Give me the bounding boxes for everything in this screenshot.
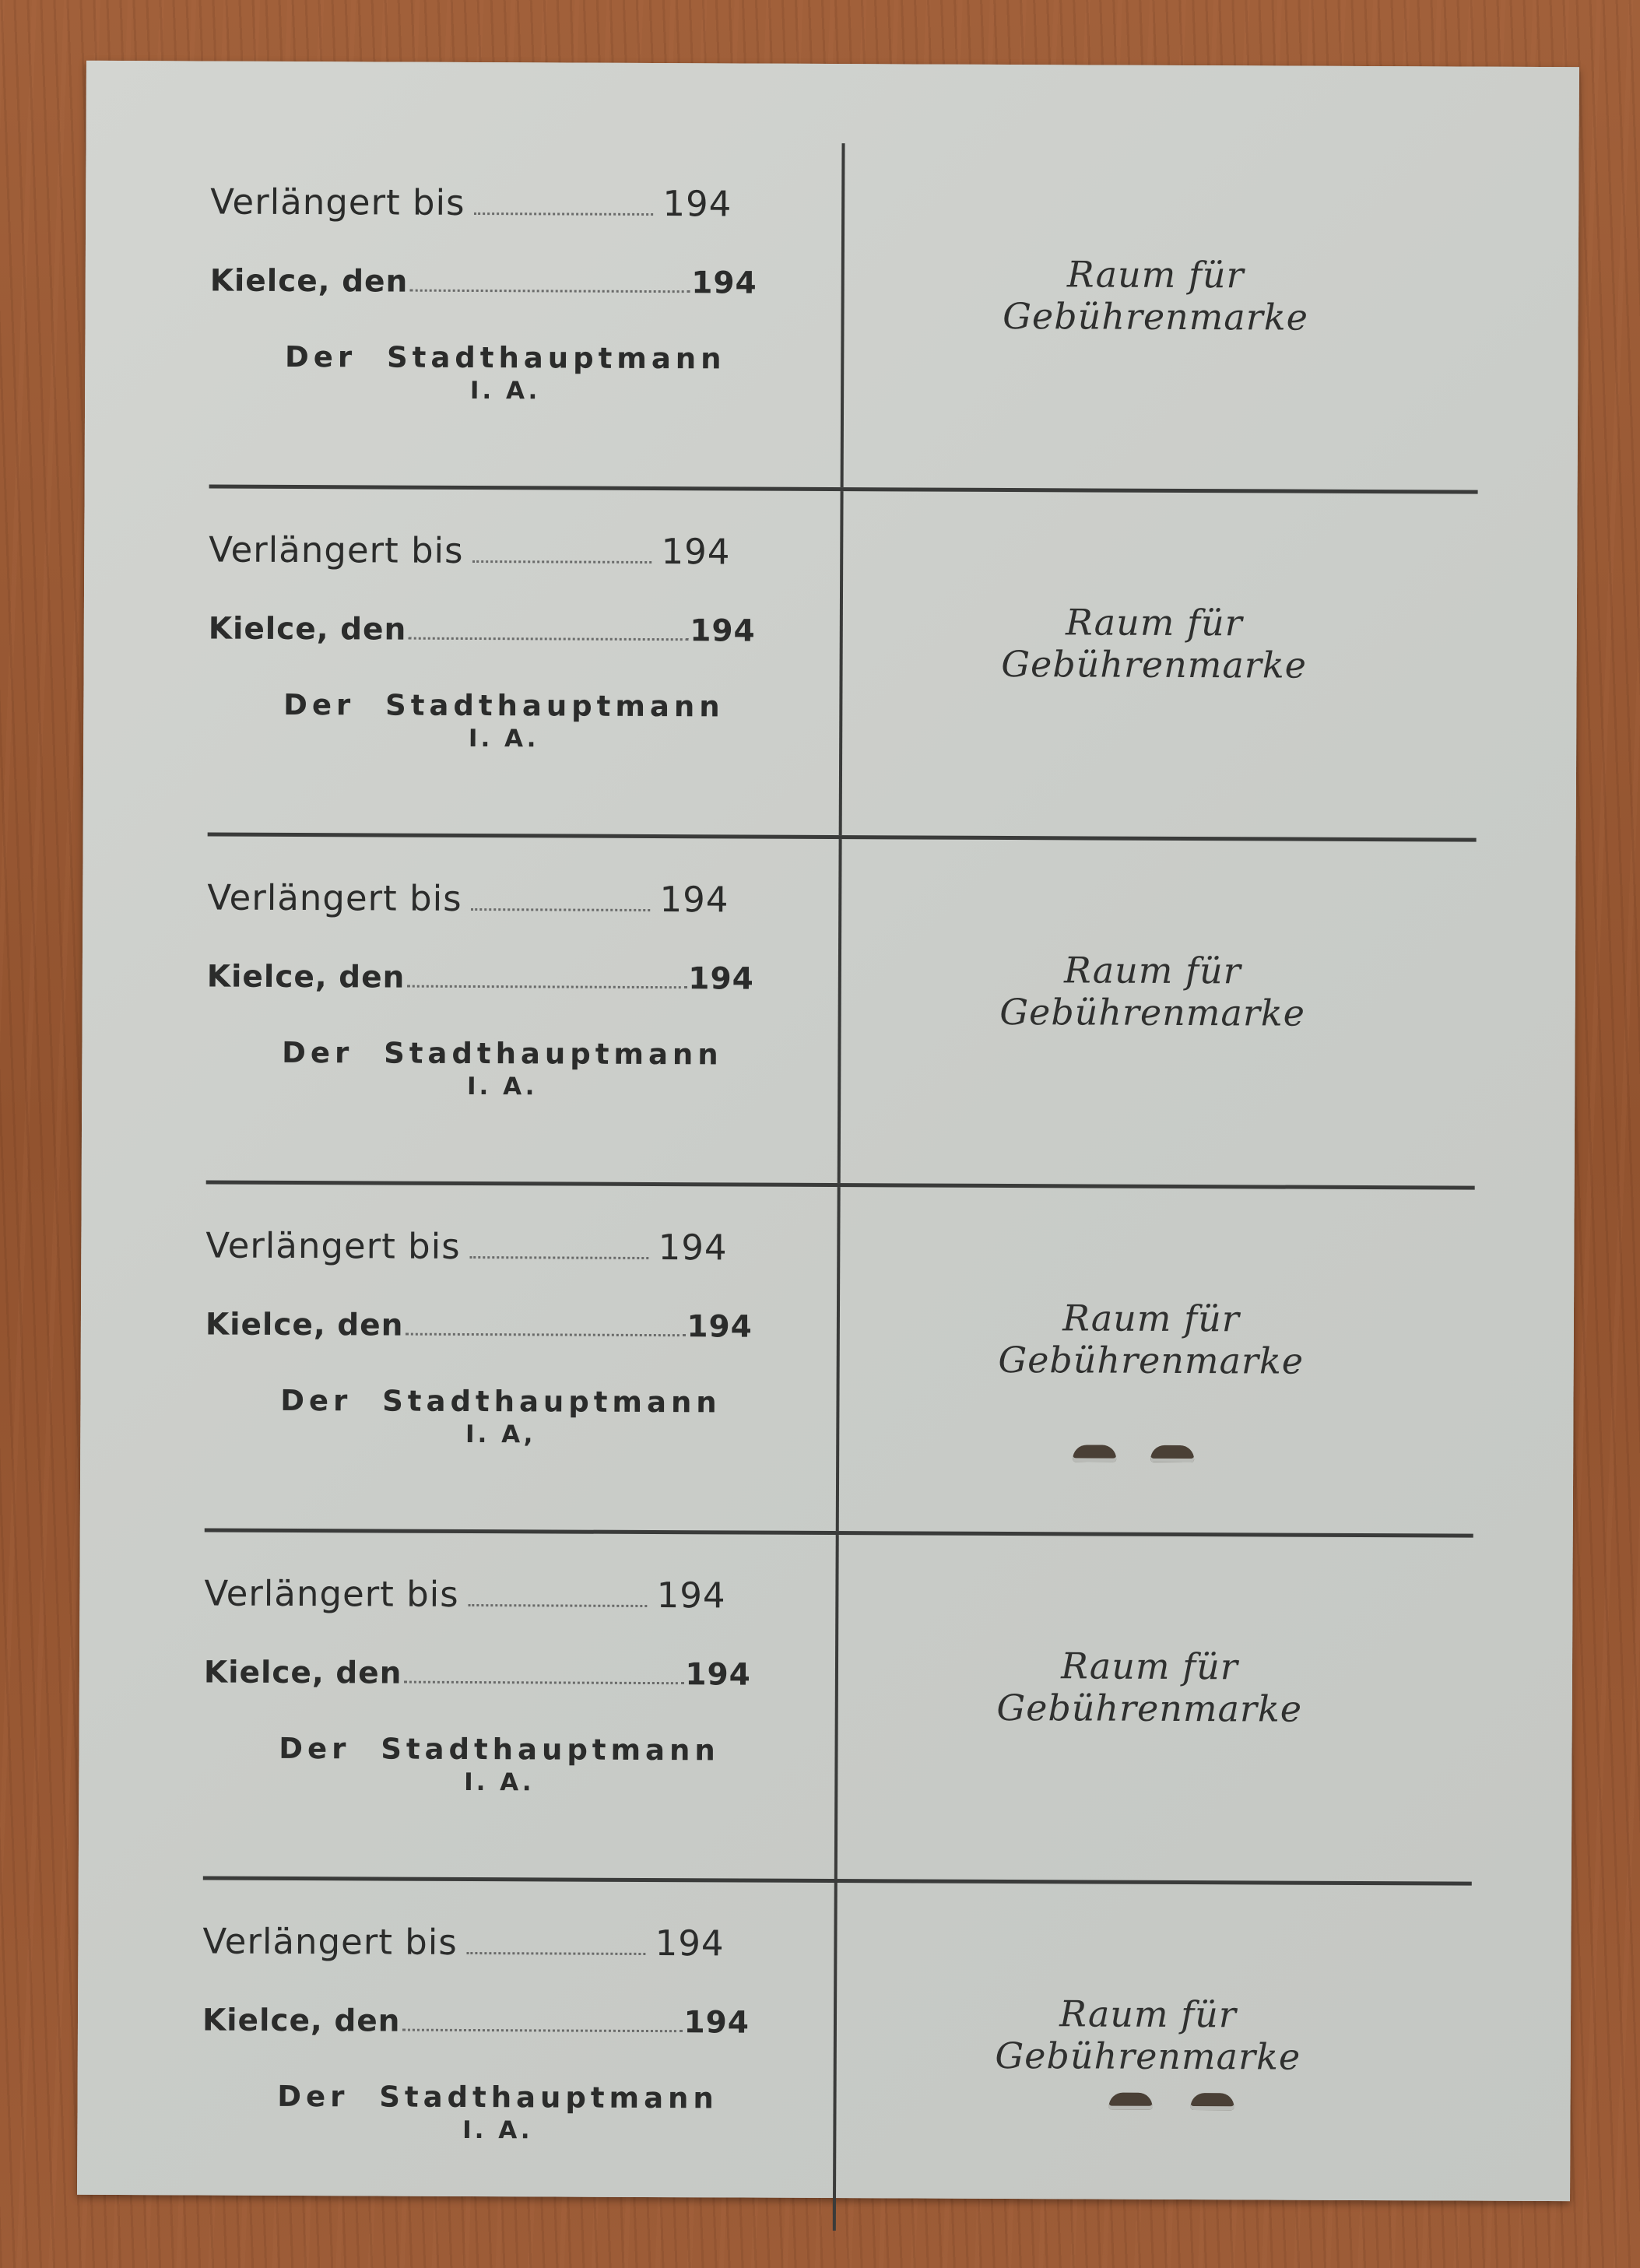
extension-grid	[202, 141, 1480, 2234]
fee-stamp-space	[838, 1535, 1473, 1882]
authority-title: Der Stadthauptmann	[285, 339, 726, 376]
dotted-fill-line	[405, 1333, 685, 1337]
authority-title: Der Stadthauptmann	[279, 1731, 720, 1768]
extension-row	[202, 1880, 1472, 2234]
fee-stamp-line2: Gebührenmarke	[995, 2034, 1301, 2078]
fee-stamp-line2: Gebührenmarke	[998, 1338, 1305, 1382]
place-year: 194	[690, 613, 756, 649]
fee-stamp-space	[841, 839, 1477, 1186]
place-date-line	[210, 264, 802, 301]
fee-stamp-label	[960, 253, 1350, 339]
authority-title: Der Stadthauptmann	[282, 1035, 723, 1072]
fee-stamp-label	[958, 949, 1347, 1034]
place-date-line	[207, 960, 799, 997]
extended-until-line	[204, 1573, 795, 1617]
place-label: Kielce, den	[208, 611, 407, 648]
fee-stamp-space	[836, 1883, 1472, 2234]
place-label: Kielce, den	[202, 2003, 401, 2039]
extended-year: 194	[658, 1227, 728, 1269]
fee-stamp-line2: Gebührenmarke	[1003, 294, 1308, 339]
extension-entry	[206, 837, 842, 1184]
place-year: 194	[683, 2005, 750, 2041]
place-year: 194	[687, 1309, 753, 1345]
fee-stamp-space	[844, 143, 1480, 490]
place-date-line	[205, 1308, 797, 1345]
extension-entry	[208, 489, 844, 836]
dotted-fill-line	[474, 212, 653, 216]
authority-title: Der Stadthauptmann	[283, 687, 725, 724]
place-date-line	[209, 612, 800, 649]
fee-stamp-space	[839, 1187, 1475, 1534]
dotted-fill-line	[402, 2029, 682, 2033]
authority-title: Der Stadthauptmann	[277, 2079, 718, 2115]
dotted-fill-line	[403, 1681, 683, 1685]
place-label: Kielce, den	[209, 263, 409, 300]
extended-label: Verlängert bis	[204, 1572, 459, 1615]
fee-stamp-label	[955, 1645, 1344, 1730]
extended-year: 194	[662, 183, 732, 225]
initials: I. A.	[462, 2115, 533, 2145]
staple-hole-icon	[1150, 1445, 1194, 1462]
dotted-fill-line	[467, 1952, 646, 1955]
initials: I. A,	[465, 1420, 536, 1449]
place-label: Kielce, den	[203, 1655, 402, 1691]
fee-stamp-line1: Raum für	[1062, 1297, 1240, 1340]
fee-stamp-label	[960, 601, 1349, 686]
initials: I. A.	[468, 724, 539, 753]
extension-entry	[209, 141, 845, 488]
extension-row	[209, 141, 1480, 494]
staple-hole-icon	[1073, 1445, 1116, 1462]
staple-hole-icon	[1191, 2093, 1234, 2110]
fee-stamp-label	[953, 1992, 1343, 2078]
extended-year: 194	[655, 1922, 725, 1964]
dotted-fill-line	[408, 637, 688, 641]
extended-label: Verlängert bis	[205, 1224, 461, 1267]
extension-entry	[203, 1532, 839, 1880]
place-date-line	[202, 2003, 794, 2041]
fee-stamp-line2: Gebührenmarke	[996, 1686, 1303, 1730]
extended-label: Verlängert bis	[202, 1920, 458, 1963]
extended-until-line	[210, 181, 802, 225]
place-year: 194	[688, 961, 754, 997]
extended-until-line	[209, 529, 800, 573]
place-label: Kielce, den	[206, 959, 406, 995]
extension-entry	[205, 1185, 841, 1532]
dotted-fill-line	[472, 560, 651, 563]
initials: I. A.	[466, 1072, 538, 1101]
extension-row	[206, 837, 1477, 1190]
staple-hole-icon	[1109, 2093, 1153, 2110]
fee-stamp-line1: Raum für	[1059, 1992, 1237, 2036]
place-year: 194	[691, 265, 757, 301]
fee-stamp-line1: Raum für	[1063, 949, 1241, 992]
place-label: Kielce, den	[205, 1307, 404, 1343]
dotted-fill-line	[409, 290, 690, 293]
extension-row	[203, 1532, 1473, 1886]
fee-stamp-space	[842, 491, 1478, 838]
fee-stamp-line2: Gebührenmarke	[999, 990, 1306, 1034]
extension-row	[208, 489, 1478, 842]
extension-row	[205, 1185, 1475, 1538]
extended-label: Verlängert bis	[209, 528, 464, 571]
document-card	[77, 61, 1579, 2201]
place-year: 194	[685, 1657, 751, 1693]
extended-until-line	[207, 877, 799, 921]
extended-until-line	[202, 1921, 794, 1964]
fee-stamp-line2: Gebührenmarke	[1001, 642, 1308, 686]
fee-stamp-line1: Raum für	[1066, 253, 1245, 297]
fee-stamp-line1: Raum für	[1065, 601, 1243, 644]
dotted-fill-line	[470, 1256, 649, 1259]
dotted-fill-line	[472, 908, 651, 911]
extended-label: Verlängert bis	[207, 876, 462, 919]
dotted-fill-line	[469, 1604, 648, 1607]
extended-year: 194	[656, 1575, 726, 1617]
extension-entry	[202, 1880, 838, 2231]
initials: I. A.	[469, 376, 541, 406]
extended-year: 194	[661, 531, 731, 573]
fee-stamp-line1: Raum für	[1061, 1645, 1238, 1688]
extended-until-line	[205, 1225, 797, 1269]
initials: I. A.	[464, 1768, 535, 1797]
dotted-fill-line	[406, 985, 687, 989]
extended-year: 194	[659, 879, 729, 921]
extended-label: Verlängert bis	[210, 181, 465, 223]
place-date-line	[204, 1655, 795, 1693]
fee-stamp-label	[957, 1297, 1346, 1382]
authority-title: Der Stadthauptmann	[280, 1383, 722, 1420]
